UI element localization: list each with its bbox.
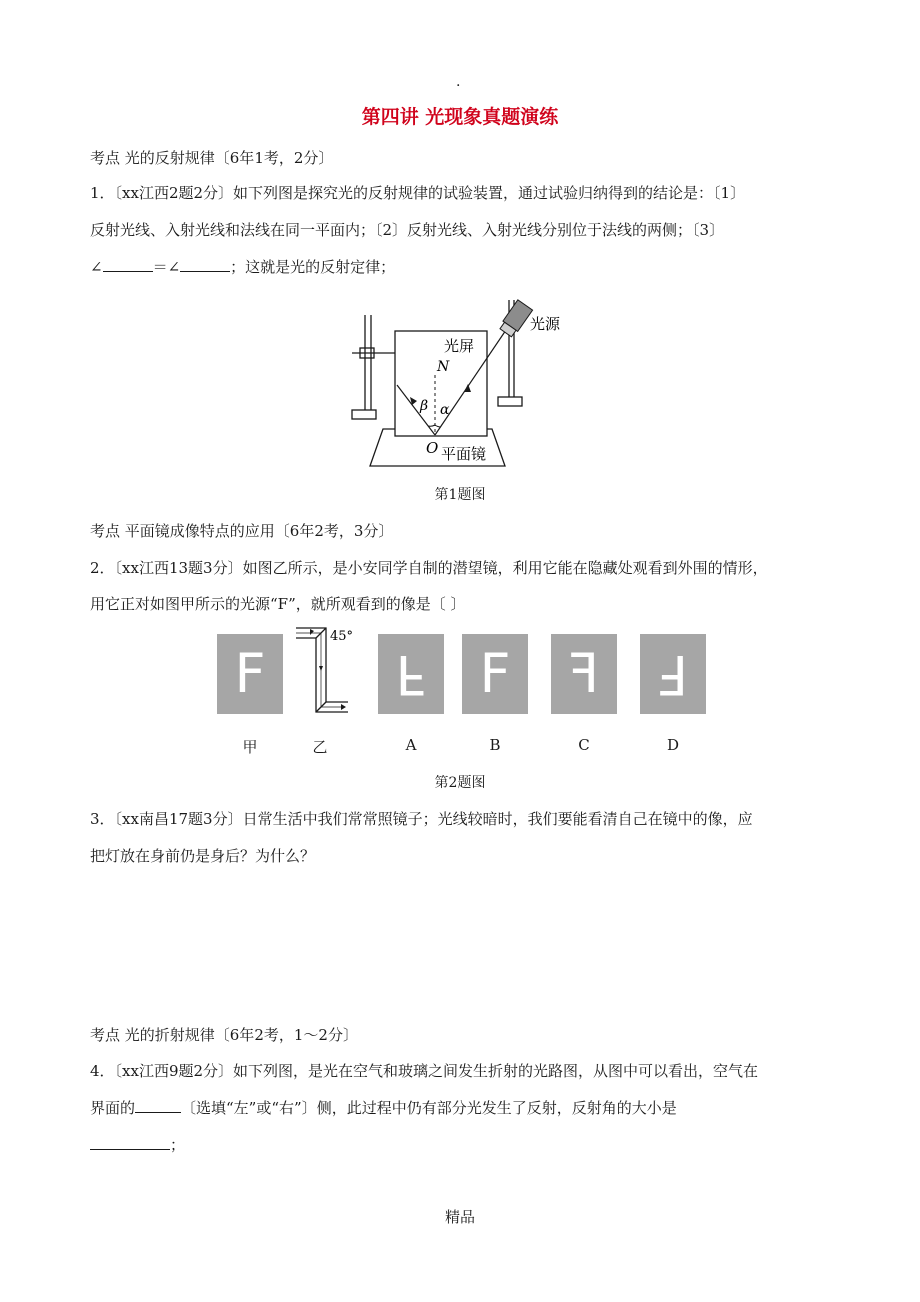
q4-line2-start: 界面的	[90, 1099, 136, 1117]
reflection-apparatus-figure	[340, 285, 580, 470]
q4-line3-tail: ；	[170, 1136, 186, 1154]
tile-option-a	[378, 634, 444, 714]
label-source: 光源	[530, 315, 561, 333]
tile-d-glyph: F	[657, 643, 689, 706]
q4-line2-rest: 〔选填“左”或“右”〕侧，此过程中仍有部分光发生了反射，反射角的大小是	[181, 1099, 677, 1117]
header-dot: .	[456, 74, 461, 90]
tile-option-d	[640, 634, 706, 714]
q1-equals-angle: ＝∠	[152, 258, 181, 276]
q3-line2: 把灯放在身前仍是身后？为什么？	[90, 847, 316, 865]
q1-blank-1[interactable]	[103, 256, 153, 272]
label-alpha: α	[440, 402, 450, 418]
page-title: 第四讲 光现象真题演练	[361, 106, 559, 128]
label-yi: 乙	[312, 738, 328, 756]
tile-jia-glyph: F	[234, 642, 266, 705]
right-stand-base	[498, 397, 522, 406]
label-beta: β	[420, 398, 429, 414]
label-point-o: O	[426, 439, 439, 457]
tile-jia-light-source	[217, 634, 283, 714]
q4-line3	[90, 1134, 185, 1155]
q4-blank-side[interactable]	[135, 1097, 181, 1113]
figure-2-caption: 第2题图	[434, 775, 486, 791]
q2-line1: 2．〔xx江西13题3分〕如图乙所示，是小安同学自制的潜望镜，利用它能在隐藏处观看到外围的情形，	[90, 559, 768, 577]
label-normal-n: N	[437, 359, 450, 375]
label-45-degrees: 45°	[330, 629, 354, 644]
label-option-b: B	[489, 736, 501, 754]
label-screen: 光屏	[444, 337, 475, 355]
tile-option-b	[462, 634, 528, 714]
label-mirror: 平面镜	[441, 445, 487, 463]
label-option-d: D	[666, 736, 680, 754]
section-heading-reflection: 考点 光的反射规律〔6年1考，2分〕	[90, 149, 334, 167]
q3-line1: 3．〔xx南昌17题3分〕日常生活中我们常常照镜子；光线较暗时，我们要能看清自己在镜中的像，应	[90, 810, 753, 828]
section-heading-plane-mirror: 考点 平面镜成像特点的应用〔6年2考，3分〕	[90, 522, 394, 540]
q1-line1: 1．〔xx江西2题2分〕如下列图是探究光的反射规律的试验装置，通过试验归纳得到的结论是：〔1〕	[90, 184, 746, 202]
tile-option-c	[551, 634, 617, 714]
periscope-figure	[290, 624, 370, 716]
label-option-c: C	[578, 736, 590, 754]
left-stand-base	[352, 410, 376, 419]
light-source-icon	[498, 300, 532, 338]
q4-line2	[90, 1097, 677, 1118]
tile-b-glyph: F	[479, 642, 511, 705]
q4-line1: 4．〔xx江西9题2分〕如下列图，是光在空气和玻璃之间发生折射的光路图，从图中可以看出，空气在	[90, 1062, 759, 1080]
tile-c-glyph: F	[568, 642, 600, 705]
q1-line3	[90, 256, 395, 277]
q1-line2: 反射光线、入射光线和法线在同一平面内；〔2〕反射光线、入射光线分别位于法线的两侧；〔3〕	[90, 221, 725, 239]
label-option-a: A	[405, 736, 417, 754]
figure-1-caption: 第1题图	[434, 487, 486, 503]
section-heading-refraction: 考点 光的折射规律〔6年2考，1～2分〕	[90, 1026, 358, 1044]
label-jia: 甲	[242, 738, 258, 756]
q2-line2: 用它正对如图甲所示的光源“F”，就所观看到的像是〔 〕	[90, 595, 466, 613]
tile-a-glyph: F	[395, 643, 427, 706]
q1-line3-tail: ；这就是光的反射定律；	[230, 258, 396, 276]
q1-blank-2[interactable]	[180, 256, 230, 272]
q1-angle-symbol: ∠	[90, 258, 103, 276]
q4-blank-angle[interactable]	[90, 1134, 170, 1150]
footer-label: 精品	[444, 1208, 475, 1226]
